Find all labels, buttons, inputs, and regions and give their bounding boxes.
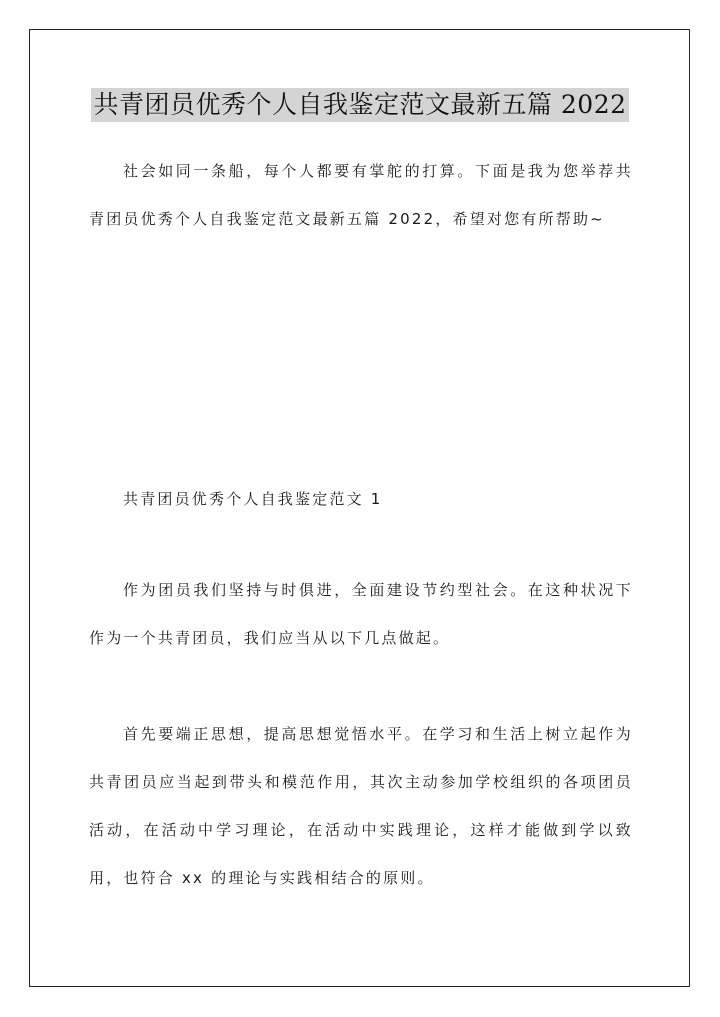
title-container bbox=[0, 88, 720, 122]
document-title: 共青团员优秀个人自我鉴定范文最新五篇 2022 bbox=[91, 88, 628, 122]
intro-paragraph: 社会如同一条船，每个人都要有掌舵的打算。下面是我为您举荐共青团员优秀个人自我鉴定范文最新五篇 2022，希望对您有所帮助~ bbox=[89, 162, 633, 228]
body-paragraph-1: 作为团员我们坚持与时俱进，全面建设节约型社会。在这种状况下作为一个共青团员，我们应当从以下几点做起。 bbox=[89, 581, 633, 647]
section-heading: 共青团员优秀个人自我鉴定范文 1 bbox=[123, 490, 383, 508]
body-paragraph-2: 首先要端正思想，提高思想觉悟水平。在学习和生活上树立起作为共青团员应当起到带头和模范作用，其次主动参加学校组织的各项团员活动，在活动中学习理论，在活动中实践理论，这样才能做到学以致用，也符合 xx 的理论与实践相结合的原则。 bbox=[89, 725, 633, 887]
